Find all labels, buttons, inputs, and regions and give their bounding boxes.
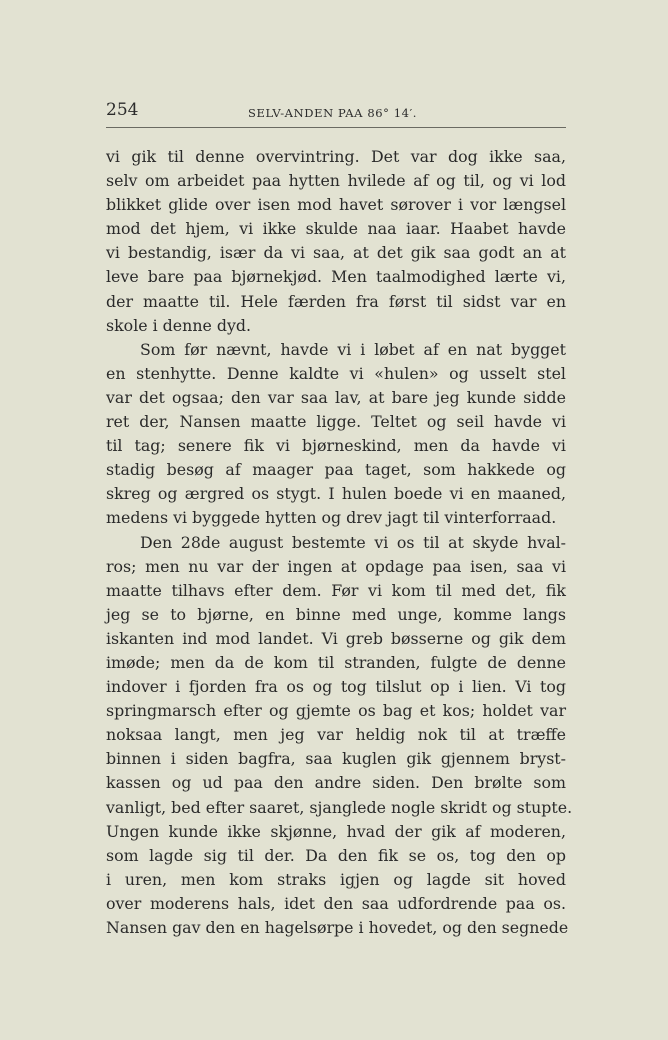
text-line: til tag; senere fik vi bjørneskind, men da havde vi [106,436,566,456]
text-line: indover i fjorden fra os og tog tilslut op i lien. Vi tog [106,677,566,697]
text-line: imøde; men da de kom til stranden, fulgte de denne [106,652,566,672]
text-line: noksaa langt, men jeg var heldig nok til at træffe [106,725,566,745]
text-line: mod det hjem, vi ikke skulde naa iaar. Haabet havde [106,219,566,239]
text-line: Nansen gav den en hagelsørpe i hovedet, og den segnede [106,918,569,937]
text-line: som lagde sig til der. Da den fik se os, tog den op [106,845,566,865]
text-line: over moderens hals, idet den saa udfordrende paa os. [106,893,566,913]
page-number: 254 [106,100,139,120]
header-rule [106,127,566,128]
text-line: der maatte til. Hele færden fra først til sidst var en [106,291,566,311]
text-line: skole i denne dyd. [106,315,252,335]
text-line: iskanten ind mod landet. Vi greb bøsserne og gik dem [106,628,566,648]
text-line: leve bare paa bjørnekjød. Men taalmodighed lærte vi, [106,267,566,287]
page-header [106,100,566,124]
text-line: vi bestandig, især da vi saa, at det gik saa godt an at [106,243,566,263]
text-line: ret der, Nansen maatte ligge. Teltet og seil havde vi [106,412,566,432]
text-line: vanligt, bed efter saaret, sjanglede nogle skridt og stupte. [106,797,573,817]
text-line: binnen i siden bagfra, saa kuglen gik gjennem bryst- [106,749,566,769]
text-line: vi gik til denne overvintring. Det var dog ikke saa, [106,147,566,166]
text-line: Som før nævnt, havde vi i løbet af en nat bygget [140,339,566,359]
text-line: kassen og ud paa den andre siden. Den brølte som [106,773,566,793]
text-line: Ungen kunde ikke skjønne, hvad der gik af moderen, [106,821,566,841]
text-line: i uren, men kom straks igjen og lagde sit hoved [106,869,566,889]
text-line: var det ogsaa; den var saa lav, at bare jeg kunde sidde [106,387,566,407]
text-line: selv om arbeidet paa hytten hvilede af og til, og vi lod [106,171,566,191]
text-line: ros; men nu var der ingen at opdage paa isen, saa vi [106,556,566,576]
text-line: stadig besøg af maager paa taget, som hakkede og [106,460,566,480]
text-line: Den 28de august bestemte vi os til at skyde hval- [140,532,566,552]
text-line: medens vi byggede hytten og drev jagt til vinterforraad. [106,508,557,528]
text-line: blikket glide over isen mod havet sørover i vor længsel [106,195,566,215]
text-line: en stenhytte. Denne kaldte vi «hulen» og usselt stel [106,363,566,383]
text-line: maatte tilhavs efter dem. Før vi kom til med det, fik [106,580,566,600]
text-line: skreg og ærgred os stygt. I hulen boede vi en maaned, [106,484,566,504]
running-head: SELV-ANDEN PAA 86° 14′. [248,106,418,120]
body-text [106,145,573,940]
text-line: jeg se to bjørne, en binne med unge, komme langs [106,604,566,624]
text-line: springmarsch efter og gjemte os bag et kos; holdet var [106,701,566,721]
